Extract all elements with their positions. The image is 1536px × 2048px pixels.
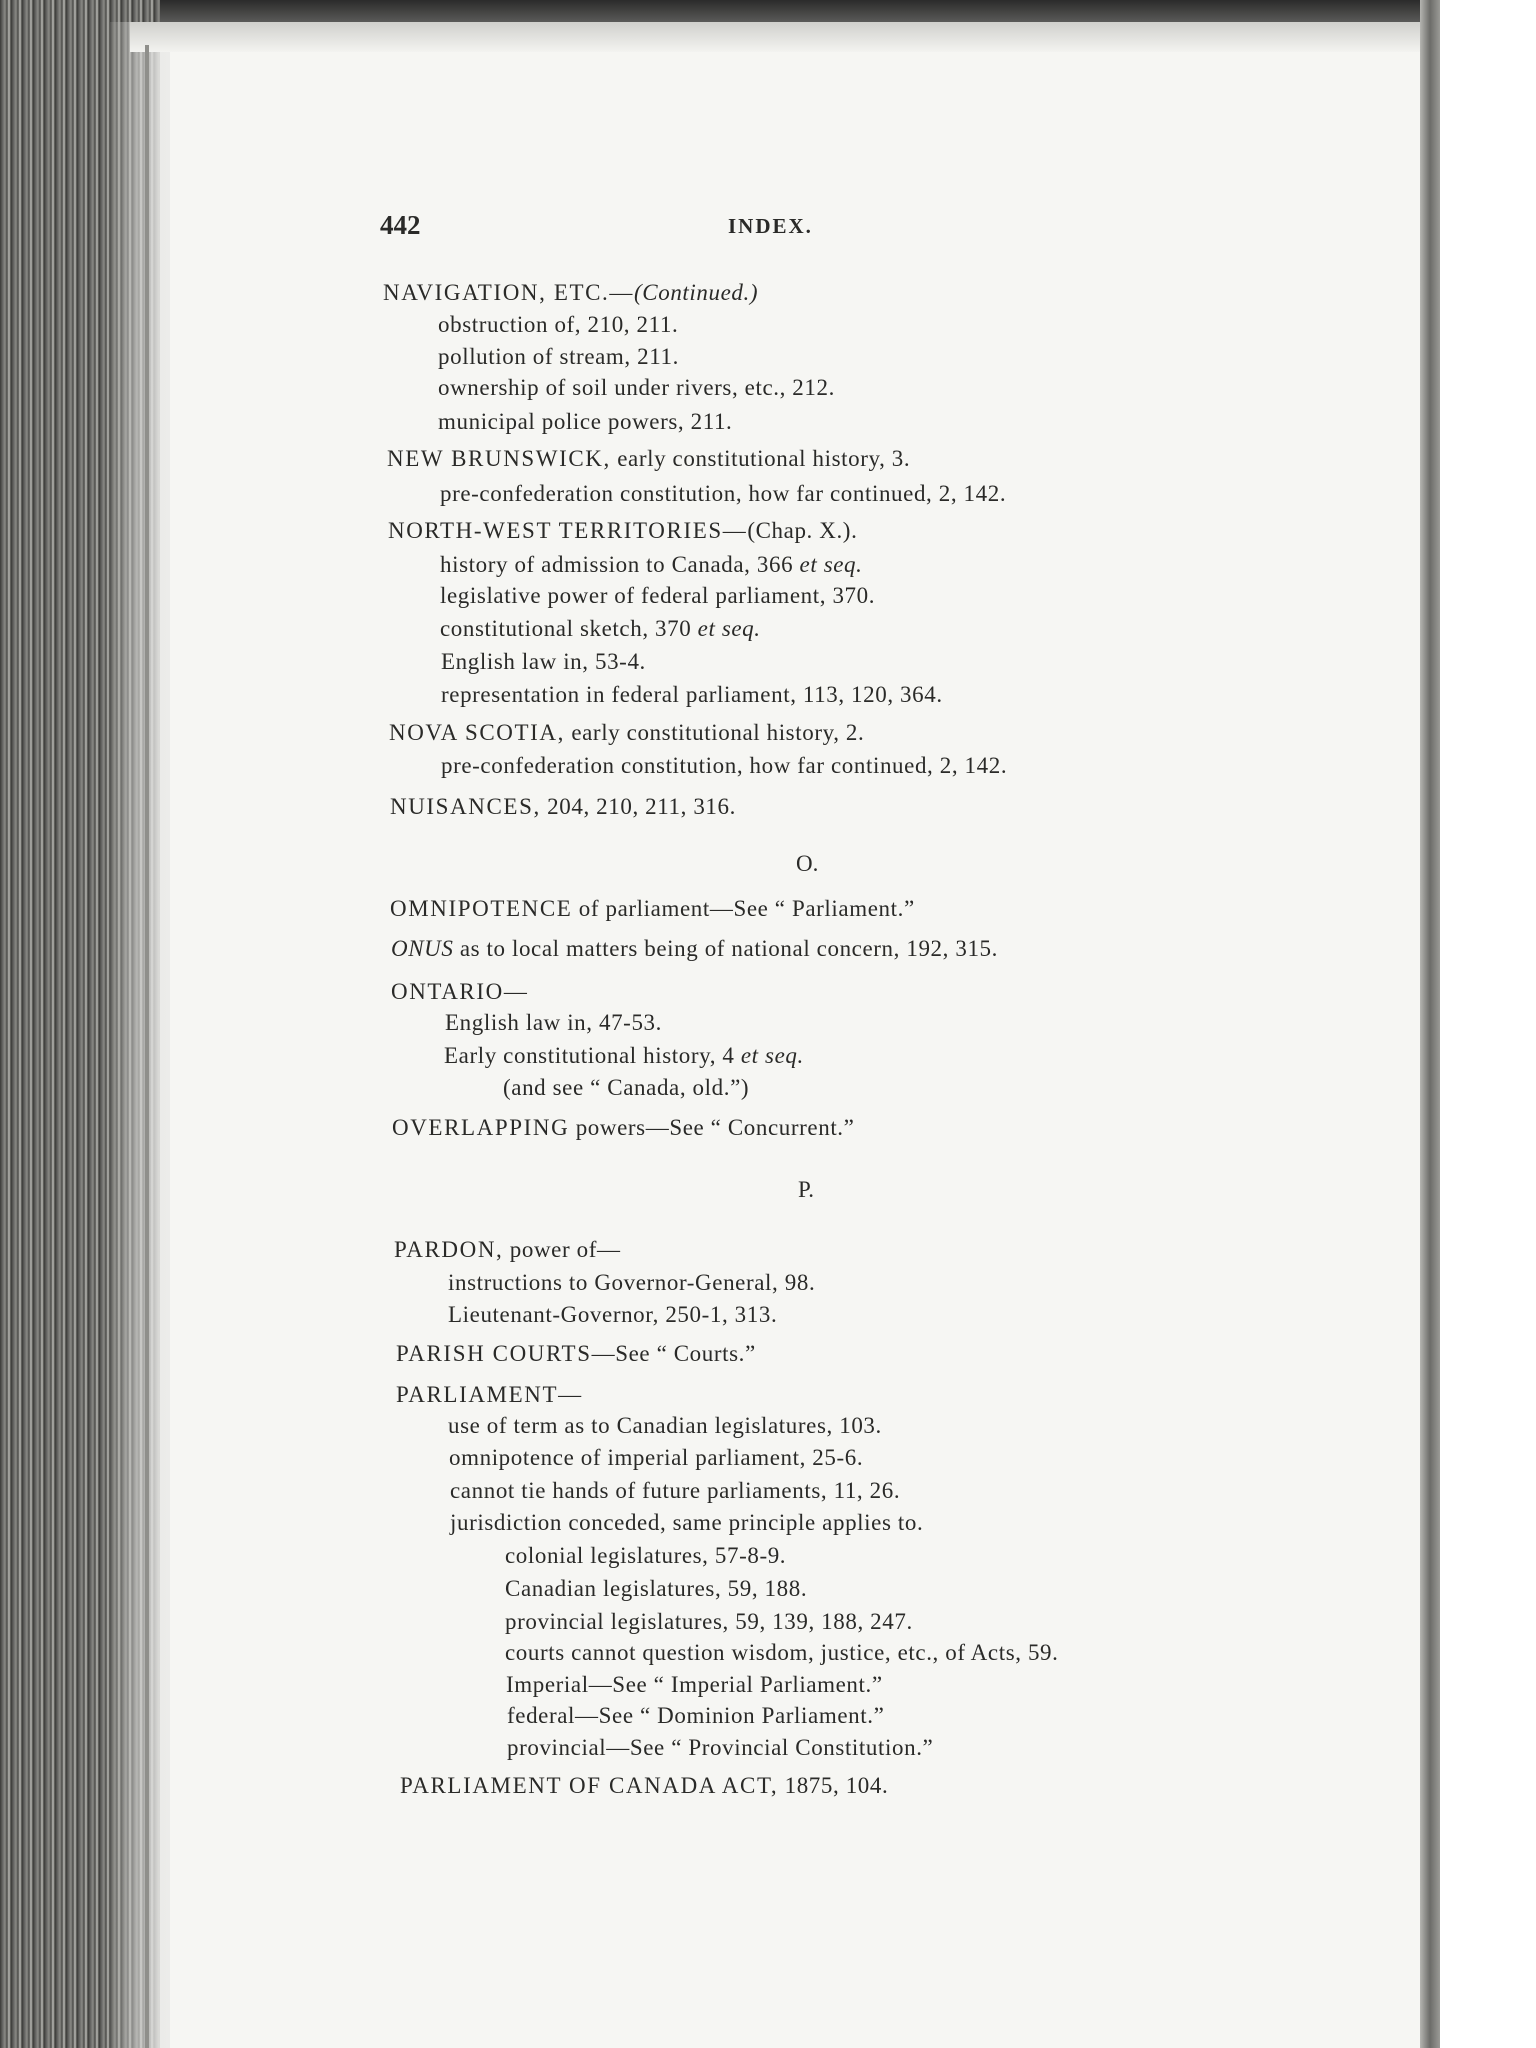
- entry-text: 1875, 104.: [778, 1773, 889, 1798]
- sub-entry: English law in, 47-53.: [445, 1010, 662, 1035]
- sub-entry: [444, 1043, 804, 1069]
- entry-heading: OVERLAPPING: [392, 1115, 570, 1140]
- entry-text: early constitutional history, 2.: [564, 720, 865, 745]
- entry-heading: NAVIGATION, ETC.—: [383, 280, 635, 305]
- entry-text: powers—See “ Concurrent.”: [569, 1115, 855, 1140]
- page-gutter: [110, 22, 170, 2048]
- sub-entry: English law in, 53-4.: [441, 649, 646, 674]
- sub-entry: use of term as to Canadian legislatures, 103.: [448, 1413, 882, 1438]
- index-entry-north-west-territories: [388, 518, 857, 544]
- sub-entry-text: Early constitutional history, 4: [444, 1043, 741, 1068]
- entry-heading: NUISANCES,: [390, 794, 541, 819]
- entry-text: of parliament—See “ Parliament.”: [572, 896, 915, 921]
- index-entry-nuisances: [390, 794, 736, 820]
- index-entry-omnipotence: [390, 896, 915, 922]
- sub-sub-entry: federal—See “ Dominion Parliament.”: [507, 1703, 885, 1728]
- entry-text: —See “ Courts.”: [591, 1341, 756, 1366]
- sub-entry: Lieutenant-Governor, 250-1, 313.: [448, 1302, 778, 1327]
- sub-entry-italic: et seq.: [740, 1043, 804, 1068]
- entry-heading: NOVA SCOTIA,: [389, 720, 565, 745]
- entry-text: power of—: [503, 1237, 621, 1262]
- entry-heading: NEW BRUNSWICK,: [387, 446, 611, 471]
- entry-heading: ONUS: [391, 936, 454, 961]
- sub-entry: pre-confederation constitution, how far continued, 2, 142.: [440, 481, 1007, 506]
- index-entry-parliament: PARLIAMENT—: [396, 1382, 583, 1407]
- index-entry-ontario: ONTARIO—: [391, 979, 529, 1004]
- sub-entry: pollution of stream, 211.: [438, 344, 679, 369]
- sub-sub-entry: provincial legislatures, 59, 139, 188, 247.: [505, 1609, 913, 1634]
- index-entry-navigation: [383, 280, 758, 306]
- index-entry-pardon: [394, 1237, 621, 1263]
- page-number: 442: [380, 210, 421, 240]
- entry-text: as to local matters being of national concern, 192, 315.: [453, 936, 998, 961]
- sub-sub-entry: provincial—See “ Provincial Constitution.”: [507, 1735, 934, 1760]
- section-letter-o: O.: [796, 851, 819, 876]
- entry-text: (Chap. X.).: [747, 518, 858, 543]
- entry-heading: NORTH-WEST TERRITORIES—: [388, 518, 748, 543]
- page-right-edge: [1420, 0, 1440, 2048]
- sub-entry: municipal police powers, 211.: [438, 409, 733, 434]
- sub-entry: [440, 552, 863, 578]
- sub-entry: representation in federal parliament, 113, 120, 364.: [441, 682, 943, 707]
- sub-entry: jurisdiction conceded, same principle applies to.: [450, 1510, 924, 1535]
- entry-text: early constitutional history, 3.: [610, 446, 911, 471]
- index-entry-overlapping: [392, 1115, 854, 1141]
- sub-entry-text: constitutional sketch, 370: [440, 616, 698, 641]
- sub-sub-entry: colonial legislatures, 57-8-9.: [505, 1543, 787, 1568]
- index-entry-parliament-of-canada-act: [400, 1773, 888, 1799]
- entry-heading: PARLIAMENT OF CANADA ACT,: [400, 1773, 779, 1798]
- entry-heading: OMNIPOTENCE: [390, 896, 573, 921]
- index-entry-nova-scotia: [389, 720, 864, 746]
- index-entry-onus: [391, 936, 998, 962]
- sub-entry: omnipotence of imperial parliament, 25-6.: [449, 1445, 864, 1470]
- sub-entry: obstruction of, 210, 211.: [438, 312, 679, 337]
- entry-text: 204, 210, 211, 316.: [540, 794, 736, 819]
- sub-entry: cannot tie hands of future parliaments, 11, 26.: [450, 1478, 901, 1503]
- section-letter-p: P.: [798, 1177, 814, 1202]
- index-entry-new-brunswick: [387, 446, 910, 472]
- page-header: INDEX.: [728, 214, 813, 238]
- page-top-edge: [130, 22, 1430, 52]
- sub-entry: [440, 616, 761, 642]
- sub-entry: instructions to Governor-General, 98.: [448, 1270, 816, 1295]
- sub-sub-entry: Canadian legislatures, 59, 188.: [505, 1576, 808, 1601]
- scan-margin: [1440, 0, 1536, 2048]
- sub-entry: ownership of soil under rivers, etc., 212.: [438, 375, 835, 400]
- entry-heading: PARISH COURTS: [396, 1341, 592, 1366]
- sub-sub-entry: Imperial—See “ Imperial Parliament.”: [506, 1672, 883, 1697]
- sub-entry-italic: et seq.: [799, 552, 863, 577]
- book-top-shadow: [0, 0, 1536, 22]
- sub-entry: legislative power of federal parliament, 370.: [440, 583, 876, 608]
- sub-entry: pre-confederation constitution, how far continued, 2, 142.: [441, 753, 1008, 778]
- entry-continued: (Continued.): [634, 280, 759, 305]
- sub-sub-entry: (and see “ Canada, old.”): [503, 1075, 750, 1100]
- sub-sub-entry: courts cannot question wisdom, justice, etc., of Acts, 59.: [505, 1640, 1059, 1665]
- entry-heading: PARDON,: [394, 1237, 504, 1262]
- page-inner-border: [145, 45, 149, 2048]
- index-entry-parish-courts: [396, 1341, 756, 1367]
- sub-entry-italic: et seq.: [697, 616, 761, 641]
- sub-entry-text: history of admission to Canada, 366: [440, 552, 800, 577]
